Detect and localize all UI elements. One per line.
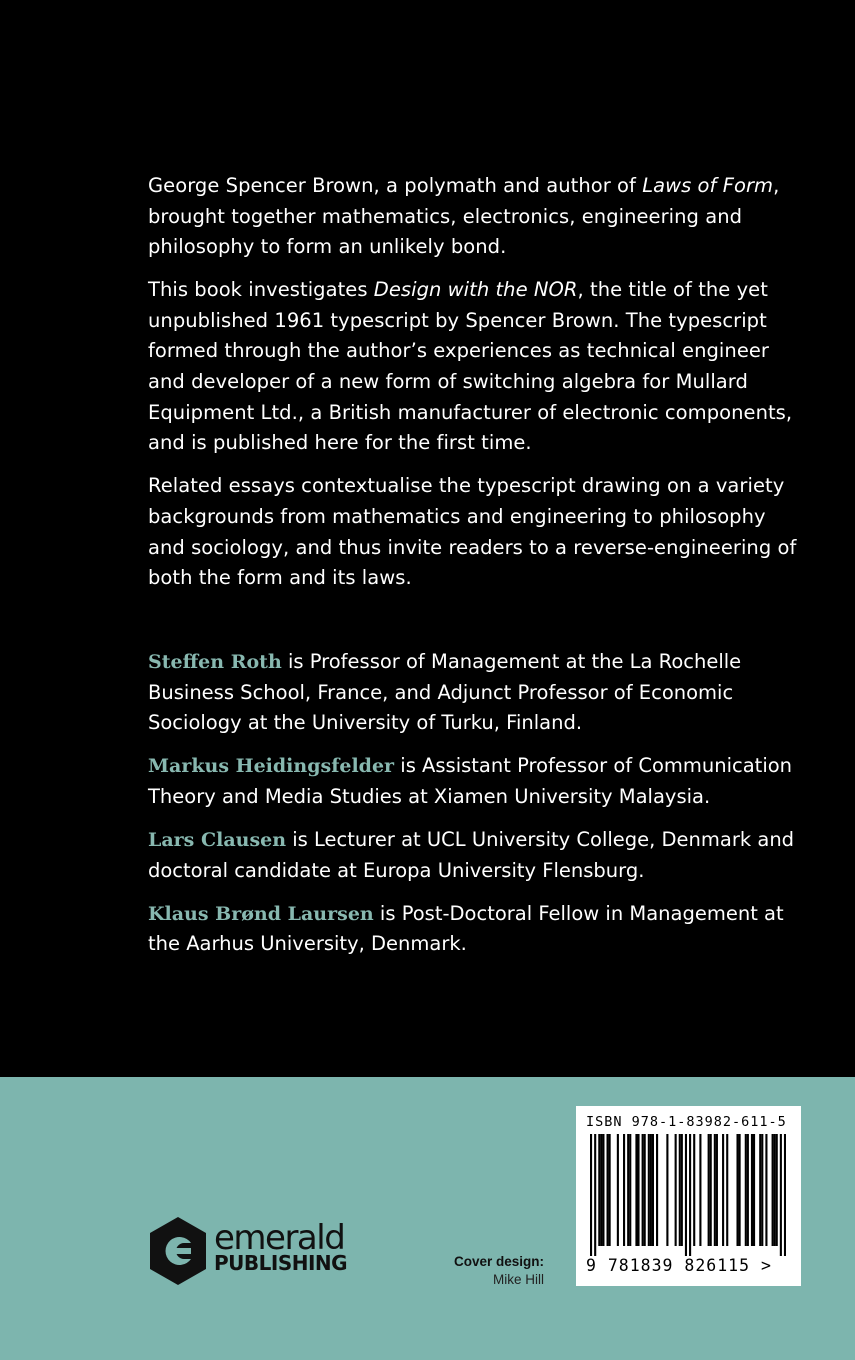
barcode-bar	[642, 1134, 644, 1246]
barcode-bar	[784, 1134, 786, 1256]
author-bio: Markus Heidingsfelder is Assistant Professor of Communication Theory and Media Studies at Xiamen University Malaysia.	[148, 754, 793, 808]
barcode-bar	[602, 1134, 604, 1246]
author-name: Klaus Brønd Laursen	[148, 902, 374, 925]
logo-subword: PUBLISHING	[214, 1251, 348, 1275]
barcode-bar	[656, 1134, 658, 1246]
barcode-bar	[693, 1134, 695, 1246]
credit-name: Mike Hill	[492, 1272, 544, 1287]
barcode-bar	[627, 1134, 629, 1246]
barcode-bar	[722, 1134, 724, 1246]
barcode-bar	[772, 1134, 774, 1246]
barcode-bar	[607, 1134, 609, 1246]
author-name: Steffen Roth	[148, 651, 282, 673]
barcode-bar	[761, 1134, 763, 1246]
barcode-bar	[776, 1134, 778, 1246]
logo-wordmark: emerald	[214, 1218, 345, 1258]
barcode-bar	[594, 1134, 596, 1256]
barcode-bar	[753, 1134, 755, 1246]
barcode-bar	[679, 1134, 681, 1246]
author-bio: Lars Clausen is Lecturer at UCL University College, Denmark and doctoral candidate at Europa University Flensburg.	[148, 827, 795, 882]
barcode-bar	[685, 1134, 687, 1256]
blurb	[148, 171, 808, 606]
barcode-bar	[710, 1134, 712, 1246]
author-bios	[148, 647, 808, 972]
barcode-bar	[759, 1134, 761, 1246]
barcode-bar	[652, 1134, 654, 1246]
author-name: Markus Heidingsfelder	[148, 755, 395, 778]
barcode-bar	[598, 1134, 600, 1246]
blurb-paragraph-1: George Spencer Brown, a polymath and author of Laws of Form, brought together mathematics, electronics, engineering and philosophy to form an unlikely bond.	[148, 174, 780, 259]
barcode-bar	[644, 1134, 646, 1246]
barcode-bar	[650, 1134, 652, 1246]
emerald-hexagon-icon	[148, 1217, 208, 1285]
isbn-barcode	[576, 1106, 801, 1286]
barcode-bar	[617, 1134, 619, 1246]
barcode-digits: 9 781839 826115 >	[586, 1256, 772, 1275]
author-bio: Steffen Roth is Professor of Management at the La Rochelle Business School, France, and Adjunct Professor of Economic Sociology at the University of Turku, Finland.	[148, 650, 742, 735]
barcode-bar	[590, 1134, 592, 1256]
barcode-bar	[689, 1134, 691, 1256]
barcode-bar	[681, 1134, 683, 1246]
barcode-bar	[648, 1134, 650, 1246]
blurb-paragraph-3: Related essays contextualise the typescript drawing on a variety backgrounds from mathematics and engineering to philosophy and sociology, and thus invite readers to a reverse-engineering of both the form and its laws.	[148, 474, 797, 590]
barcode-bar	[600, 1134, 602, 1246]
barcode-bar	[726, 1134, 728, 1246]
author-name: Lars Clausen	[148, 828, 287, 851]
barcode-bar	[745, 1134, 747, 1246]
barcode-bar	[699, 1134, 701, 1246]
barcode-bar	[708, 1134, 710, 1246]
isbn-label: ISBN 978-1-83982-611-5	[586, 1114, 787, 1130]
barcode-bar	[635, 1134, 637, 1246]
barcode-bar	[751, 1134, 753, 1246]
barcode-bar	[714, 1134, 716, 1246]
barcode-bar	[666, 1134, 668, 1246]
barcode-bar	[623, 1134, 625, 1246]
barcode-bar	[675, 1134, 677, 1246]
cover-design-credit	[446, 1253, 544, 1289]
blurb-paragraph-2: This book investigates Design with the NOR, the title of the yet unpublished 1961 typescript by Spencer Brown. The typescript formed through the author’s experiences as technical engineer and developer of a new form of switching algebra for Mullard Equipment Ltd., a British manufacturer of electronic components, and is published here for the first time.	[148, 278, 793, 455]
barcode-bar	[637, 1134, 639, 1246]
barcode-bar	[747, 1134, 749, 1246]
barcode-bar	[629, 1134, 631, 1246]
emerald-publishing-logo	[148, 1217, 348, 1287]
barcode-bar	[765, 1134, 767, 1246]
book-title-design-with-the-nor: Design with the NOR	[373, 278, 578, 302]
barcode-bar	[736, 1134, 738, 1246]
barcode-bar	[780, 1134, 782, 1256]
barcode-bar	[609, 1134, 611, 1246]
barcode-bars	[590, 1134, 786, 1256]
author-bio: Klaus Brønd Laursen is Post-Doctoral Fellow in Management at the Aarhus University, Denmark.	[148, 901, 784, 956]
credit-label: Cover design:	[453, 1254, 544, 1269]
barcode-bar	[774, 1134, 776, 1246]
barcode-bar	[716, 1134, 718, 1246]
book-title-laws-of-form: Laws of Form	[642, 174, 774, 197]
barcode-bar	[739, 1134, 741, 1246]
